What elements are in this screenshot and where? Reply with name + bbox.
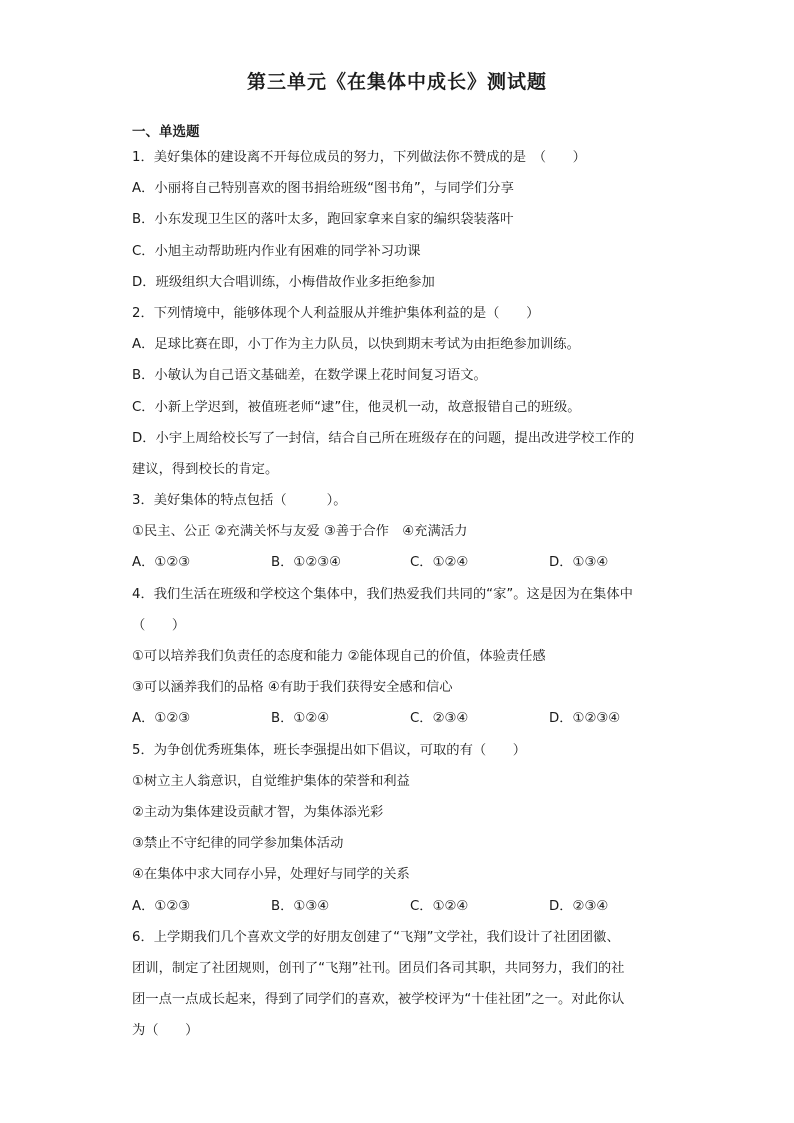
statement-text: ①可以培养我们负责任的态度和能力 ②能体现自己的价值，体验责任感 <box>132 649 546 664</box>
options-row <box>132 708 672 739</box>
option-line <box>132 241 672 272</box>
question-stem-text: 6．上学期我们几个喜欢文学的好朋友创建了“飞翔”文学社，我们设计了社团团徽、 <box>132 929 620 945</box>
option-choice: D．②③④ <box>549 898 609 914</box>
question-stem-text: 4．我们生活在班级和学校这个集体中，我们热爱我们共同的“家”。这是因为在集体中 <box>132 586 633 602</box>
option-choice: C．②③④ <box>410 711 469 727</box>
option-line <box>132 334 672 365</box>
statement-line <box>132 833 672 864</box>
question-stem-line <box>132 584 672 615</box>
option-choice: C．①②④ <box>410 555 469 571</box>
statement-line <box>132 646 672 677</box>
question-2 <box>132 303 672 490</box>
option-text: A．足球比赛在即，小丁作为主力队员，以快到期末考试为由拒绝参加训练。 <box>132 337 580 353</box>
question-stem-text: 5．为争创优秀班集体，班长李强提出如下倡议，可取的有（ ） <box>132 742 527 758</box>
statement-text: ③禁止不守纪律的同学参加集体活动 <box>132 836 344 852</box>
question-stem-line <box>132 1020 672 1051</box>
question-stem-line <box>132 615 672 646</box>
question-stem-line <box>132 989 672 1020</box>
option-text: 建议，得到校长的肯定。 <box>132 461 279 477</box>
options-row <box>132 896 672 927</box>
option-line <box>132 209 672 240</box>
option-choice: B．①②③④ <box>271 555 342 571</box>
question-list <box>132 147 672 1051</box>
option-line <box>132 428 672 459</box>
question-1 <box>132 147 672 303</box>
option-text: B．小敏认为自己语文基础差，在数学课上花时间复习语文。 <box>132 368 487 384</box>
statement-text: ③可以涵养我们的品格 ④有助于我们获得安全感和信心 <box>132 680 453 696</box>
question-3 <box>132 490 672 584</box>
option-line <box>132 178 672 209</box>
option-text: D．小宇上周给校长写了一封信，结合自己所在班级存在的问题，提出改进学校工作的 <box>132 430 635 446</box>
statement-text: ①民主、公正 ②充满关怀与友爱 ③善于合作 ④充满活力 <box>132 524 468 540</box>
option-text: C．小新上学迟到，被值班老师“逮”住，他灵机一动，故意报错自己的班级。 <box>132 399 581 415</box>
statement-text: ②主动为集体建设贡献才智，为集体添光彩 <box>132 804 384 820</box>
option-text: D．班级组织大合唱训练，小梅借故作业多拒绝参加 <box>132 274 435 290</box>
question-stem-line <box>132 927 672 958</box>
option-line <box>132 459 672 490</box>
page-title: 第三单元《在集体中成长》测试题 <box>246 71 547 93</box>
option-choice: D．①③④ <box>549 555 609 571</box>
option-choice: A．①②③ <box>132 898 191 914</box>
question-stem-text: 2．下列情境中，能够体现个人利益服从并维护集体利益的是（ ） <box>132 305 540 321</box>
question-stem-line <box>132 740 672 771</box>
question-stem-text: 1．美好集体的建设离不开每位成员的努力，下列做法你不赞成的是 （ ） <box>132 150 586 165</box>
statement-line <box>132 802 672 833</box>
question-stem-text: （ ） <box>132 617 186 633</box>
question-4 <box>132 584 672 740</box>
option-choice: A．①②③ <box>132 555 191 571</box>
statement-text: ①树立主人翁意识，自觉维护集体的荣誉和利益 <box>132 773 410 789</box>
option-line <box>132 397 672 428</box>
option-choice: B．①③④ <box>271 898 330 914</box>
option-text: B．小东发现卫生区的落叶太多，跑回家拿来自家的编织袋装落叶 <box>132 212 514 228</box>
statement-line <box>132 771 672 802</box>
question-5 <box>132 740 672 927</box>
statement-line <box>132 864 672 895</box>
question-stem-line <box>132 147 672 178</box>
option-line <box>132 272 672 303</box>
option-choice: B．①②④ <box>271 711 330 727</box>
option-choice: D．①②③④ <box>549 711 621 727</box>
option-text: A．小丽将自己特别喜欢的图书捐给班级“图书角”，与同学们分享 <box>132 181 514 197</box>
section-heading: 一、单选题 <box>132 124 200 140</box>
question-stem-line <box>132 958 672 989</box>
question-stem-line <box>132 490 672 521</box>
statement-line <box>132 677 672 708</box>
option-choice: A．①②③ <box>132 711 191 727</box>
option-choice: C．①②④ <box>410 898 469 914</box>
option-text: C．小旭主动帮助班内作业有困难的同学补习功课 <box>132 243 421 259</box>
options-row <box>132 552 672 583</box>
question-stem-line <box>132 303 672 334</box>
question-stem-text: 团一点一点成长起来，得到了同学们的喜欢，被学校评为“十佳社团”之一。对此你认 <box>132 992 625 1008</box>
statement-text: ④在集体中求大同存小异，处理好与同学的关系 <box>132 867 410 883</box>
statement-line <box>132 521 672 552</box>
question-stem-text: 3．美好集体的特点包括（ ）。 <box>132 493 347 509</box>
question-stem-text: 为（ ） <box>132 1023 199 1039</box>
question-6 <box>132 927 672 1052</box>
question-stem-text: 团训，制定了社团规则，创刊了“飞翔”社刊。团员们各司其职，共同努力，我们的社 <box>132 960 625 976</box>
option-line <box>132 365 672 396</box>
